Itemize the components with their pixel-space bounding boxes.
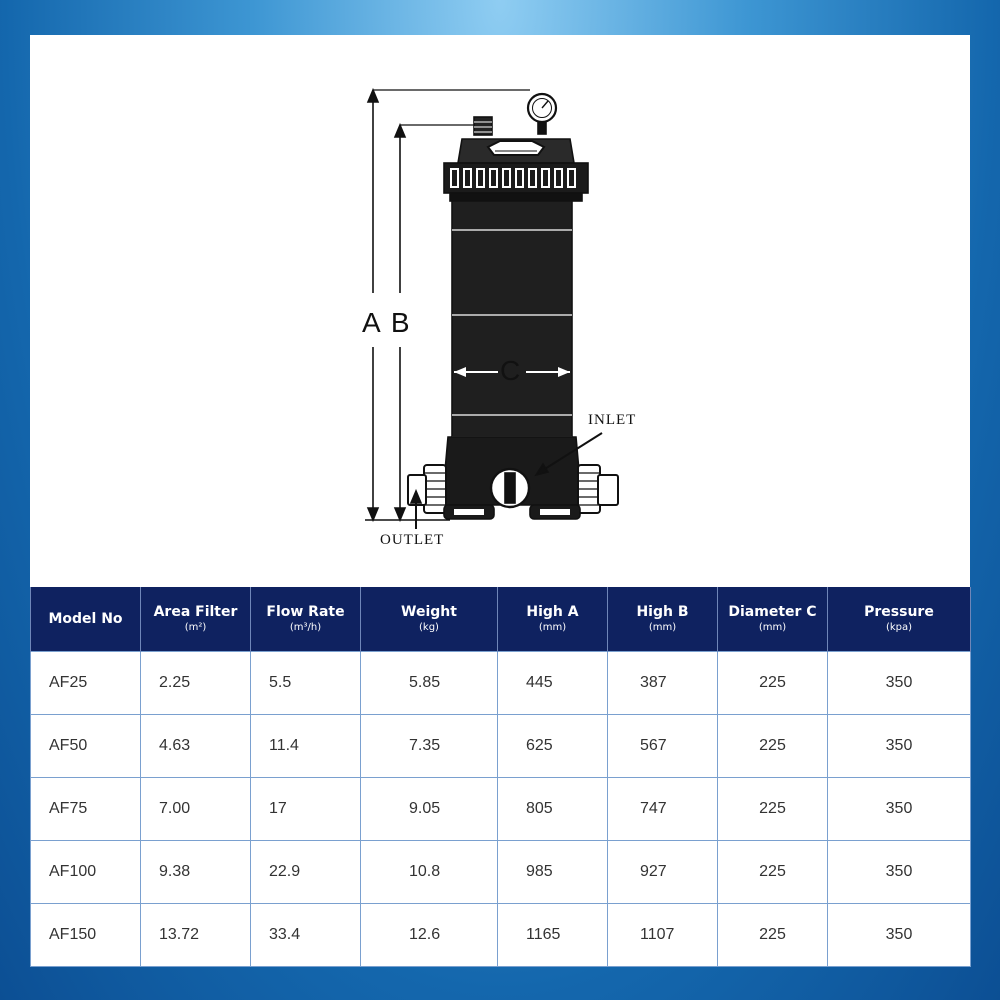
cell-pressure: 350 (828, 841, 971, 904)
table-row (31, 841, 971, 904)
header-diameter-c: Diameter C (mm) (718, 587, 828, 652)
cell-model: AF100 (31, 841, 141, 904)
cell-weight: 5.85 (361, 652, 498, 715)
cell-weight: 10.8 (361, 841, 498, 904)
header-high-a: High A (mm) (498, 587, 608, 652)
cell-model: AF50 (31, 715, 141, 778)
cell-high-a: 625 (498, 715, 608, 778)
table-row (31, 652, 971, 715)
cell-weight: 7.35 (361, 715, 498, 778)
filter-diagram (30, 35, 970, 587)
cell-model: AF150 (31, 904, 141, 967)
cell-diameter-c: 225 (718, 715, 828, 778)
cell-high-b: 387 (608, 652, 718, 715)
cell-flow-rate: 17 (251, 778, 361, 841)
table-row (31, 715, 971, 778)
specification-table (30, 587, 971, 967)
cell-area-filter: 7.00 (141, 778, 251, 841)
cell-flow-rate: 11.4 (251, 715, 361, 778)
header-area-filter: Area Filter (m²) (141, 587, 251, 652)
header-flow-rate: Flow Rate (m³/h) (251, 587, 361, 652)
cell-area-filter: 9.38 (141, 841, 251, 904)
cell-high-a: 985 (498, 841, 608, 904)
outlet-label: OUTLET (380, 532, 445, 548)
header-weight: Weight (kg) (361, 587, 498, 652)
cell-model: AF25 (31, 652, 141, 715)
cell-diameter-c: 225 (718, 778, 828, 841)
header-high-b: High B (mm) (608, 587, 718, 652)
cell-high-a: 445 (498, 652, 608, 715)
header-pressure: Pressure (kpa) (828, 587, 971, 652)
cell-diameter-c: 225 (718, 904, 828, 967)
table-header-row (31, 587, 971, 652)
cell-area-filter: 2.25 (141, 652, 251, 715)
cell-high-a: 805 (498, 778, 608, 841)
cell-flow-rate: 22.9 (251, 841, 361, 904)
cell-pressure: 350 (828, 778, 971, 841)
cell-weight: 9.05 (361, 778, 498, 841)
cell-pressure: 350 (828, 715, 971, 778)
cartridge-filter-drawing (30, 35, 970, 587)
dimension-ab-label: A B (362, 307, 412, 338)
cell-high-b: 927 (608, 841, 718, 904)
table-row (31, 778, 971, 841)
content-panel (30, 35, 970, 967)
cell-diameter-c: 225 (718, 652, 828, 715)
cell-high-b: 1107 (608, 904, 718, 967)
cell-high-b: 747 (608, 778, 718, 841)
cell-area-filter: 13.72 (141, 904, 251, 967)
cell-area-filter: 4.63 (141, 715, 251, 778)
cell-weight: 12.6 (361, 904, 498, 967)
cell-pressure: 350 (828, 652, 971, 715)
cell-flow-rate: 33.4 (251, 904, 361, 967)
dimension-c-label: C (500, 355, 521, 386)
cell-flow-rate: 5.5 (251, 652, 361, 715)
table-row (31, 904, 971, 967)
cell-diameter-c: 225 (718, 841, 828, 904)
cell-model: AF75 (31, 778, 141, 841)
header-model-no: Model No (31, 587, 141, 652)
cell-high-a: 1165 (498, 904, 608, 967)
cell-high-b: 567 (608, 715, 718, 778)
cell-pressure: 350 (828, 904, 971, 967)
inlet-label: INLET (588, 412, 637, 428)
